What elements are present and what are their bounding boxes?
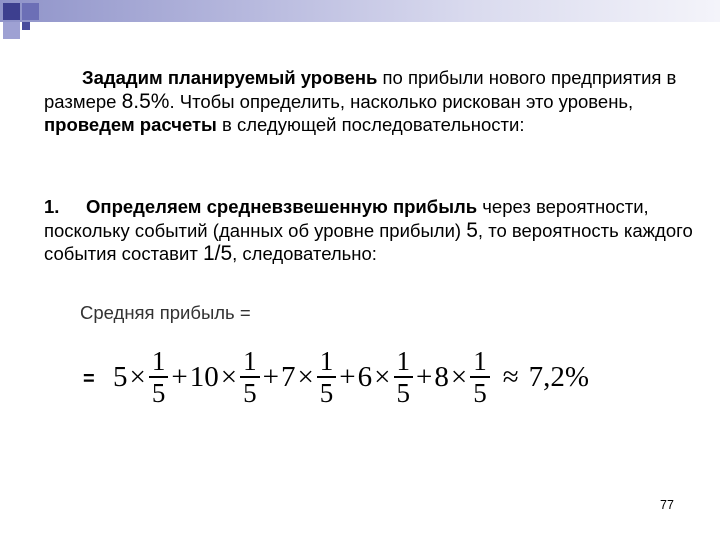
step-text: , то вероятность каждого события составит	[44, 219, 693, 264]
fraction-numerator: 1	[243, 346, 257, 377]
probability-fraction: 1/5	[202, 242, 233, 265]
decor-square-icon	[22, 22, 30, 30]
times-sign: ×	[374, 360, 391, 393]
plus-sign: +	[416, 360, 433, 393]
probability-fraction	[470, 346, 490, 408]
times-sign: ×	[450, 360, 468, 393]
approx-sign: ≈	[502, 360, 519, 393]
times-sign: ×	[220, 360, 238, 393]
intro-text: по прибыли нового предприятия в размере	[44, 67, 677, 112]
target-value: 8.5%	[121, 89, 170, 113]
term-value: 10	[189, 360, 219, 393]
decor-square-icon	[3, 22, 20, 39]
times-sign: ×	[297, 360, 314, 393]
intro-text: в следующей последовательности:	[216, 114, 525, 135]
event-count: 5	[466, 218, 478, 242]
intro-bold-phrase: Зададим планируемый уровень	[82, 67, 378, 88]
step-text: , следовательно:	[232, 243, 377, 264]
term-value: 6	[357, 360, 373, 393]
probability-fraction	[149, 346, 169, 408]
probability-fraction	[394, 346, 414, 408]
times-sign: ×	[129, 360, 146, 393]
plus-sign: +	[171, 360, 188, 393]
step-bold-phrase: Определяем средневзвешенную прибыль	[86, 196, 478, 217]
plus-sign: +	[339, 360, 356, 393]
header-gradient-bar	[0, 0, 720, 22]
fraction-numerator: 1	[319, 346, 334, 377]
formula-result: 7,2%	[528, 360, 590, 393]
equals-sign: =	[83, 368, 95, 390]
step-text: через вероятности, поскольку событий (данных об уровне прибыли)	[44, 196, 649, 241]
fraction-numerator: 1	[396, 346, 411, 377]
term-value: 5	[113, 360, 128, 393]
term-value: 8	[434, 360, 449, 393]
intro-text: . Чтобы определить, насколько рискован это уровень,	[169, 90, 634, 112]
page-number: 77	[660, 498, 674, 512]
step-paragraph	[44, 195, 694, 266]
intro-bold-phrase: проведем расчеты	[44, 114, 217, 135]
fraction-denominator: 5	[396, 377, 411, 408]
fraction-numerator: 1	[473, 346, 487, 377]
fraction-numerator: 1	[151, 346, 166, 377]
fraction-denominator: 5	[243, 377, 257, 408]
probability-fraction	[317, 346, 337, 408]
average-profit-label: Средняя прибыль =	[80, 302, 251, 323]
plus-sign: +	[262, 360, 279, 393]
fraction-denominator: 5	[151, 377, 166, 408]
step-number: 1.	[44, 196, 60, 217]
fraction-denominator: 5	[473, 377, 487, 408]
fraction-denominator: 5	[319, 377, 334, 408]
term-value: 7	[280, 360, 296, 393]
weighted-average-formula	[112, 342, 590, 412]
intro-paragraph	[44, 66, 694, 137]
probability-fraction	[240, 346, 260, 408]
decor-square-icon	[3, 3, 20, 20]
decor-square-icon	[22, 3, 39, 20]
